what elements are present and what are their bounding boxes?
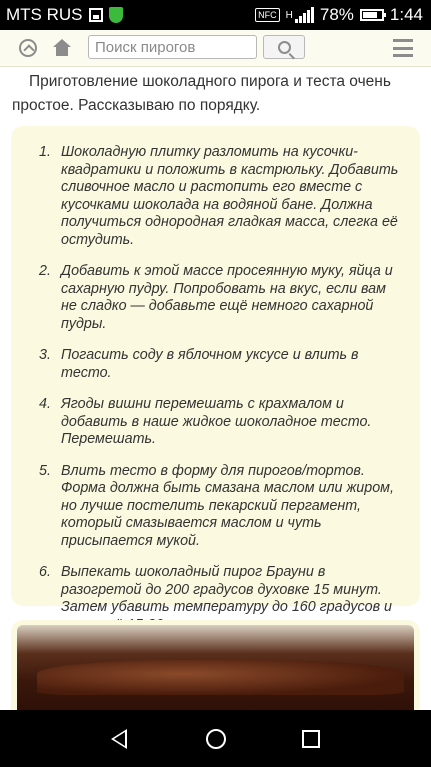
recent-apps-button[interactable] — [298, 726, 324, 752]
scroll-up-icon — [19, 39, 37, 57]
carrier-name: MTS RUS — [6, 5, 83, 24]
recipe-step — [39, 347, 404, 382]
step-number: 4. — [39, 396, 51, 412]
home-button[interactable] — [50, 36, 74, 60]
home-circle-icon — [206, 729, 226, 749]
recipe-step — [39, 144, 404, 249]
search-input[interactable] — [89, 36, 256, 58]
search-button[interactable] — [263, 35, 305, 59]
clock: 1:44 — [389, 5, 423, 24]
step-text: Выпекать шоколадный пирог Брауни в разогретой до 200 градусов духовке 15 минут. Затем убавить температуру до 160 градусов и — [61, 564, 393, 615]
back-icon — [111, 729, 127, 749]
step-text: Погасить соду в яблочном уксусе и влить в тесто. — [61, 347, 359, 381]
step-text: Шоколадную плитку разломить на кусочки-квадратики и положить в кастрюльку. Добавить сливочное масло и растопить его вместе с кусочками шоколада на водяной бане. Должна получиться однородная гладкая масса, слегка её остудить. — [61, 144, 399, 248]
pie-photo-frame — [11, 620, 420, 720]
recipe-steps-list — [11, 126, 420, 634]
pie-photo — [17, 625, 414, 720]
recipe-steps-box — [11, 126, 420, 615]
signal-icon — [295, 7, 314, 23]
recipe-step — [39, 396, 404, 449]
status-bar-right — [255, 5, 423, 25]
battery-icon — [360, 9, 384, 21]
navigation-bar — [0, 710, 431, 767]
menu-icon[interactable] — [393, 39, 413, 57]
back-button[interactable] — [106, 726, 132, 752]
step-number: 3. — [39, 347, 51, 363]
home-nav-button[interactable] — [203, 726, 229, 752]
step-text: Влить тесто в форму для пирогов/тортов. Форма должна быть смазана маслом или жиром, но лучше постелить пекарский пергамент, который смазывается маслом и чуть присыпается мукой. — [61, 462, 394, 549]
intro-paragraph: Приготовление шоколадного пирога и теста очень простое. Рассказываю по порядку. — [12, 73, 391, 114]
recipe-step — [39, 263, 404, 333]
site-toolbar — [0, 30, 431, 67]
shield-icon — [109, 7, 123, 23]
nfc-icon: NFC — [255, 8, 280, 22]
battery-percent: 78% — [319, 5, 354, 24]
home-icon — [52, 39, 72, 57]
recent-apps-icon — [302, 730, 320, 748]
status-bar — [0, 0, 431, 30]
step-number: 2. — [39, 263, 51, 279]
step-text: Ягоды вишни перемешать с крахмалом и добавить в наше жидкое шоколадное тесто. Перемешать. — [61, 396, 372, 447]
search-field[interactable] — [88, 35, 257, 59]
step-number: 1. — [39, 144, 51, 160]
status-bar-left — [6, 5, 123, 25]
scroll-up-button[interactable] — [16, 36, 40, 60]
recipe-step — [39, 463, 404, 551]
step-number: 5. — [39, 462, 51, 479]
step-text: Добавить к этой массе просеянную муку, яйца и сахарную пудру. Попробовать на вкус, если вам не сладко — добавьте ещё немного сахарной пудры. — [61, 263, 393, 332]
image-icon — [89, 8, 103, 22]
battery-fill — [363, 12, 377, 18]
network-type: H — [285, 9, 293, 21]
search-icon — [278, 41, 291, 54]
step-number: 6. — [39, 564, 51, 580]
